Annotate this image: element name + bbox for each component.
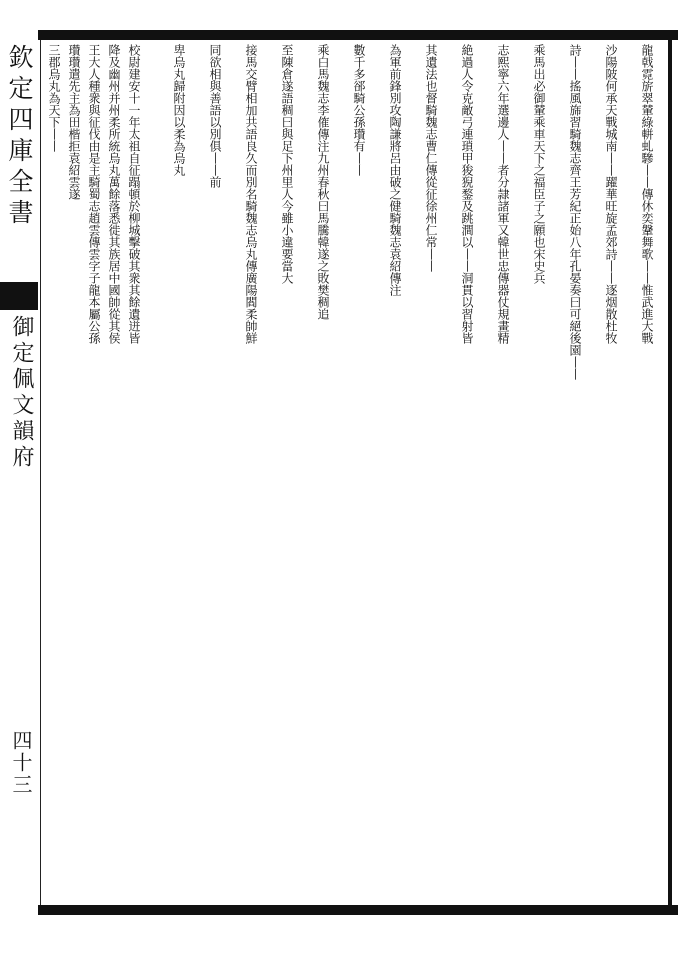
text-column: 降及幽州并州柔所統烏丸萬餘落悉徙其族居中國帥從其侯 [107, 44, 121, 344]
text-column: 沙陽陂何承天戰城南丨丨躍華旺旋孟郊詩丨丨逐烟散杜牧 [604, 44, 618, 344]
bottom-border [38, 905, 678, 915]
text-column: 同欲相與善語以別俱丨丨前 [208, 44, 222, 188]
text-column: 至陳倉遂語稠曰與足下州里人今雖小違要當大 [280, 44, 294, 284]
text-column: 詩丨丨搖風旆習騎魏志齊王芳紀正始八年孔晏奏曰可絕後園丨丨 [568, 44, 582, 380]
book-subtitle: 御定佩文韻府 [9, 315, 34, 471]
text-column: 三郡烏丸為天下丨丨 [47, 44, 61, 152]
text-column: 接馬交臂相加共語良久而別名騎魏志烏丸傳廣陽閻柔帥鮮 [244, 44, 258, 344]
text-column: 龍戟霓旂翠輦綠軿虬驂丨丨傳休奕鞶舞歌丨丨惟武進大戰 [640, 44, 654, 344]
page-number: 四十三 [9, 730, 33, 796]
book-title: 欽定四庫全書 [5, 44, 34, 230]
right-border [668, 30, 672, 915]
text-column: 志熙寧六年選邊人丨丨者分隷諸軍又韓世忠傳器仗規畫精 [496, 44, 510, 344]
fishtail-mark [0, 282, 38, 310]
text-column: 王大人種衆與征伐由是主騎蜀志趙雲傳雲字子龍本屬公孫 [87, 44, 101, 344]
top-border [38, 30, 678, 40]
text-column: 乘白馬魏志李傕傳注九州春秋曰馬騰韓遂之敗樊稠追 [316, 44, 330, 320]
text-column: 其遺法也督騎魏志曹仁傳從征徐州仁常丨丨 [424, 44, 438, 272]
text-column: 瓚瓚遣先主為田楷拒袁紹雲遂 [67, 44, 81, 200]
text-column: 絶過人令克敵弓連瑣甲狻猊鍪及跳澗以丨丨洞貫以習射皆 [460, 44, 474, 344]
text-column: 卑烏丸歸附因以柔為烏丸 [172, 44, 186, 176]
text-column: 乘馬出必御輦乘車天下之福臣子之願也宋史兵 [532, 44, 546, 284]
column-divider [40, 40, 41, 905]
text-column: 數千多郤騎公孫瓚有丨丨 [352, 44, 366, 176]
text-column: 為軍前鋒別攻陶謙將呂由破之健騎魏志袁紹傳注 [388, 44, 402, 296]
text-column: 校尉建安十一年太祖自征蹋頓於柳城擊破其衆其餘遺迸皆 [127, 44, 141, 344]
